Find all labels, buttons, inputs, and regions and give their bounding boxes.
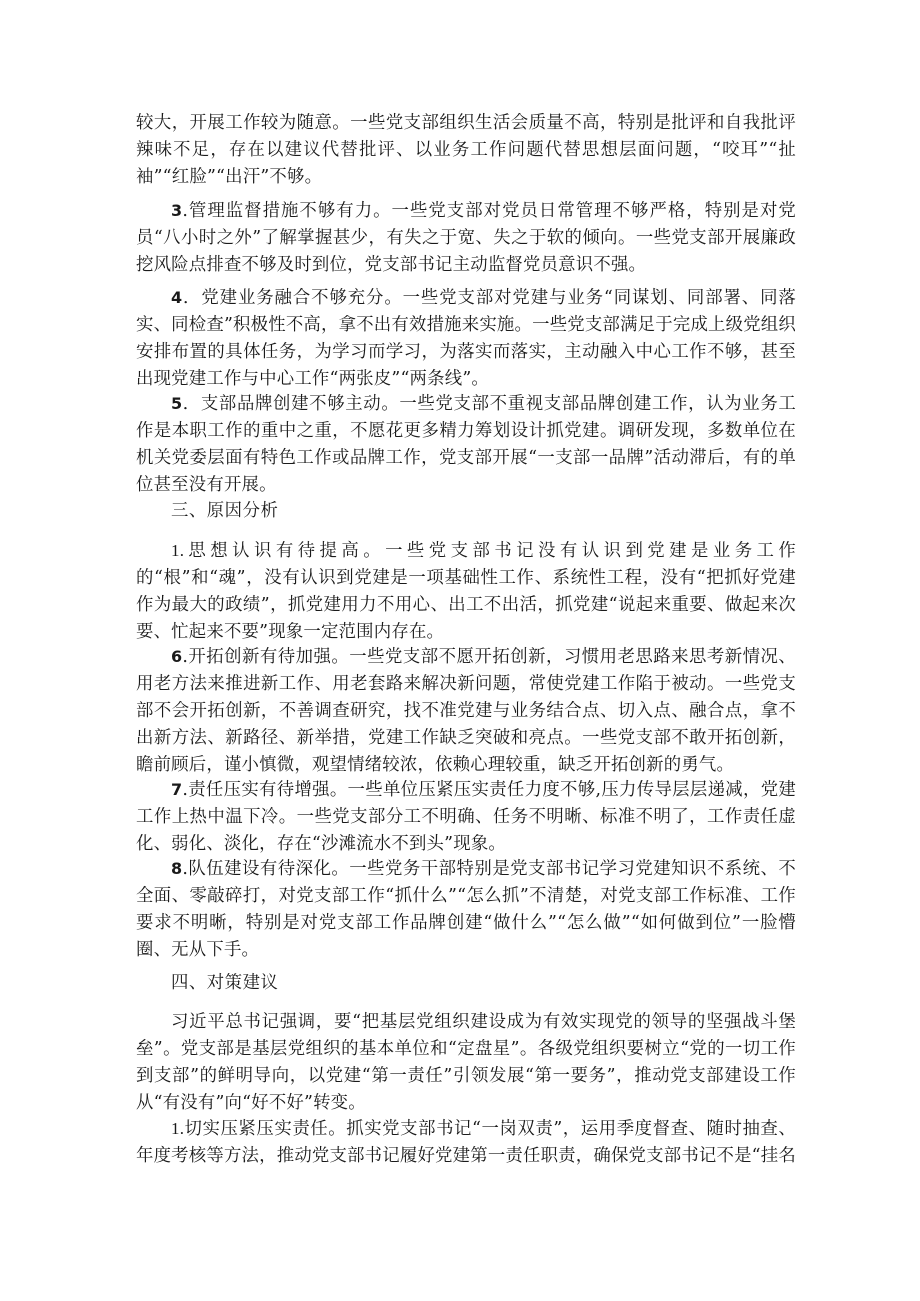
- problem-item-3: [136, 197, 796, 279]
- item-number: 4: [171, 288, 183, 307]
- paragraph-continuation: 较大，开展工作较为随意。一些党支部组织生活会质量不高，特别是批评和自我批评辣味不足，存在以建议代替批评、以业务工作问题代替思想层面问题，“咬耳”“扯袖”“红脸”“出汗”不够。: [136, 113, 796, 187]
- item-number: 8: [171, 859, 183, 878]
- item-text: .管理监督措施不够有力。一些党支部对党员日常管理不够严格，特别是对党员“八小时之外”了解掌握甚少，有失之于宽、失之于软的倾向。一些党支部开展廉政挖风险点排查不够及时到位，党支部书记主动监督党员意识不强。: [136, 201, 796, 275]
- suggestion-item-1: [136, 1115, 796, 1170]
- cause-item-7: [136, 776, 796, 858]
- item-text: .队伍建设有待深化。一些党务干部特别是党支部书记学习党建知识不系统、不全面、零敲碎打，对党支部工作“抓什么”“怎么抓”不清楚，对党支部工作标准、工作要求不明晰，特别是对党支部工作品牌创建“做什么”“怎么做”“如何做到位”一脸懵圈、无从下手。: [136, 859, 796, 960]
- item-number: 5: [171, 394, 183, 413]
- section-heading-suggestions: 四、对策建议: [171, 973, 279, 993]
- item-text: 切实压紧压实责任。抓实党支部书记“一岗双责”，运用季度督查、随时抽查、年度考核等方法，推动党支部书记履好党建第一责任职责，确保党支部书记不是“挂名: [136, 1119, 796, 1166]
- item-text: 思想认识有待提高。一些党支部书记没有认识到党建是业务工作的“根”和“魂”，没有认识到党建是一项基础性工作、系统性工程，没有“把抓好党建作为最大的政绩”，抓党建用力不用心、出工不出活，抓党建“说起来重要、做起来次要、忙起来不要”现象一定范围内存在。: [136, 541, 796, 642]
- item-number: 7: [171, 780, 183, 799]
- problem-item-5: [136, 390, 796, 499]
- item-number: 1.: [171, 541, 185, 560]
- problem-item-4: [136, 284, 796, 393]
- suggestion-intro: 习近平总书记强调，要“把基层党组织建设成为有效实现党的领导的坚强战斗堡垒”。党支部是基层党组织的基本单位和“定盘星”。各级党组织要树立“党的一切工作到支部”的鲜明导向，以党建“第一责任”引领发展“第一要务”，推动党支部建设工作从“有没有”向“好不好”转变。: [136, 1012, 796, 1113]
- item-number: 6: [171, 647, 183, 666]
- item-text: .责任压实有待增强。一些单位压紧压实责任力度不够,压力传导层层递减，党建工作上热中温下冷。一些党支部分工不明确、任务不明晰、标准不明了，工作责任虚化、弱化、淡化，存在“沙滩流水不到头”现象。: [136, 780, 796, 854]
- cause-item-1: [136, 537, 796, 646]
- section-heading-causes: 三、原因分析: [171, 501, 279, 521]
- cause-item-6: [136, 643, 796, 779]
- item-number: 3: [171, 201, 183, 220]
- item-text: ．支部品牌创建不够主动。一些党支部不重视支部品牌创建工作，认为业务工作是本职工作的重中之重，不愿花更多精力筹划设计抓党建。调研发现，多数单位在机关党委层面有特色工作或品牌工作，党支部开展“一支部一品牌”活动滞后，有的单位甚至没有开展。: [136, 394, 796, 495]
- item-text: .开拓创新有待加强。一些党支部不愿开拓创新，习惯用老思路来思考新情况、用老方法来推进新工作、用老套路来解决新问题，常使党建工作陷于被动。一些党支部不会开拓创新，不善调查研究，找不准党建与业务结合点、切入点、融合点，拿不出新方法、新路径、新举措，党建工作缺乏突破和亮点。一些党支部不敢开拓创新，瞻前顾后，谨小慎微，观望情绪较浓，依赖心理较重，缺乏开拓创新的勇气。: [136, 647, 796, 775]
- cause-item-8: [136, 855, 796, 964]
- item-text: ．党建业务融合不够充分。一些党支部对党建与业务“同谋划、同部署、同落实、同检查”积极性不高，拿不出有效措施来实施。一些党支部满足于完成上级党组织安排布置的具体任务，为学习而学习，为落实而落实，主动融入中心工作不够，甚至出现党建工作与中心工作“两张皮”“两条线”。: [136, 288, 796, 389]
- item-number: 1.: [171, 1119, 185, 1138]
